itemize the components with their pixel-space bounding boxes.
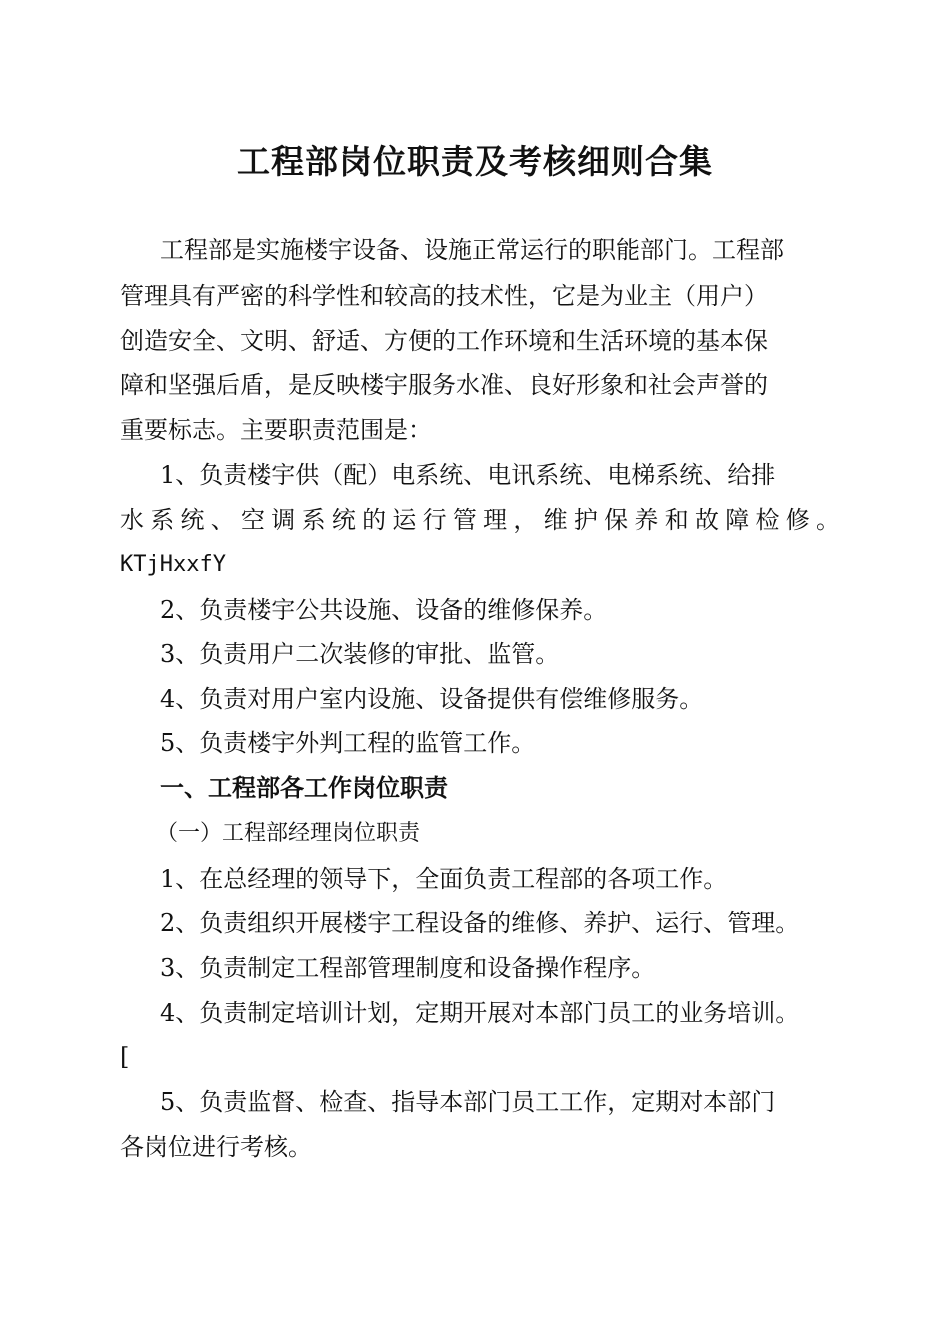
duty-item-1-line-2: 水系统、空调系统的运行管理，维护保养和故障检修。 (120, 506, 840, 534)
manager-duty-1: 1、在总经理的领导下，全面负责工程部的各项工作。 (160, 865, 728, 893)
manager-duty-2: 2、负责组织开展楼宇工程设备的维修、养护、运行、管理。 (160, 909, 800, 937)
intro-line-1: 工程部是实施楼宇设备、设施正常运行的职能部门。工程部 (160, 236, 784, 264)
intro-line-3: 创造安全、文明、舒适、方便的工作环境和生活环境的基本保 (120, 327, 768, 355)
intro-line-4: 障和坚强后盾，是反映楼宇服务水准、良好形象和社会声誉的 (120, 371, 768, 399)
duty-item-1-line-1: 1、负责楼宇供（配）电系统、电讯系统、电梯系统、给排 (160, 461, 776, 489)
duty-item-4: 4、负责对用户室内设施、设备提供有偿维修服务。 (160, 685, 704, 713)
manager-duty-4: 4、负责制定培训计划，定期开展对本部门员工的业务培训。 (160, 999, 800, 1027)
duty-item-5: 5、负责楼宇外判工程的监管工作。 (160, 729, 536, 757)
section-heading: 一、工程部各工作岗位职责 (160, 774, 448, 802)
duty-item-3: 3、负责用户二次装修的审批、监管。 (160, 640, 560, 668)
duty-item-2: 2、负责楼宇公共设施、设备的维修保养。 (160, 596, 608, 624)
intro-line-2: 管理具有严密的科学性和较高的技术性，它是为业主（用户） (120, 282, 768, 310)
manager-duty-4-tail: [ (120, 1043, 130, 1071)
manager-duty-5-line-2: 各岗位进行考核。 (120, 1133, 312, 1161)
section-subheading: （一）工程部经理岗位职责 (156, 821, 421, 846)
document-title: 工程部岗位职责及考核细则合集 (237, 142, 713, 181)
intro-line-5: 重要标志。主要职责范围是： (120, 416, 432, 444)
manager-duty-3: 3、负责制定工程部管理制度和设备操作程序。 (160, 954, 656, 982)
manager-duty-5-line-1: 5、负责监督、检查、指导本部门员工工作，定期对本部门 (160, 1088, 776, 1116)
duty-item-1-code: KTjHxxfY (120, 552, 226, 577)
